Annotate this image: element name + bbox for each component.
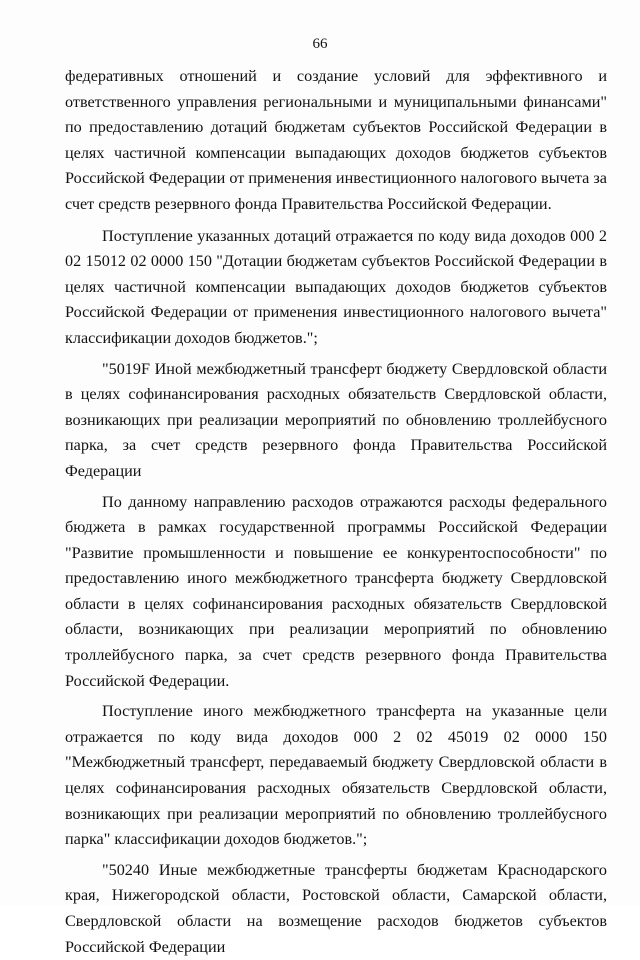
paragraph-5019F-heading: "5019F Иной межбюджетный трансферт бюджету Свердловской области в целях софинансирования расходных обязательств Свердловской области, возникающих при реализации мероприятий по обновлению троллейбусного парка, за счет средств резервного фонда Правительства Российской Федерации [65, 359, 607, 480]
paragraph-5019F-description: По данному направлению расходов отражаются расходы федерального бюджета в рамках государственной программы Российской Федерации "Развитие промышленности и повышение ее конкурентоспособности" по предоставлению иного межбюджетного трансферта бюджету Свердловской области в целях софинансирования расходных обязательств Свердловской области, возникающих при реализации мероприятий по обновлению троллейбусного парка, за счет средств резервного фонда Правительства Российской Федерации. [65, 492, 607, 690]
paragraph-dotation-receipt: Поступление указанных дотаций отражается по коду вида доходов 000 2 02 15012 02 0000 150 "Дотации бюджетам субъектов Российской Федерации в целях частичной компенсации выпадающих доходов бюджетов субъектов Российской Федерации от применения инвестиционного налогового вычета" классификации доходов бюджетов."; [65, 226, 607, 347]
document-body [65, 64, 607, 960]
paragraph-transfer-receipt: Поступление иного межбюджетного трансферта на указанные цели отражается по коду вида доходов 000 2 02 45019 02 0000 150 "Межбюджетный трансферт, передаваемый бюджету Свердловской области в целях софинансирования расходных обязательств Свердловской области, возникающих при реализации мероприятий по обновлению троллейбусного парка" классификации доходов бюджетов."; [65, 702, 607, 849]
paragraph-50240-heading: "50240 Иные межбюджетные трансферты бюджетам Краснодарского края, Нижегородской области, Ростовской области, Самарской области, Свердловской области на возмещение расходов бюджетов субъектов Российской Федерации [65, 860, 607, 956]
page-number: 66 [312, 36, 328, 52]
paragraph-continuation: федеративных отношений и создание условий для эффективного и ответственного управления региональными и муниципальными финансами" по предоставлению дотаций бюджетам субъектов Российской Федерации в целях частичной компенсации выпадающих доходов бюджетов субъектов Российской Федерации от применения инвестиционного налогового вычета за счет средств резервного фонда Правительства Российской Федерации. [65, 67, 607, 213]
